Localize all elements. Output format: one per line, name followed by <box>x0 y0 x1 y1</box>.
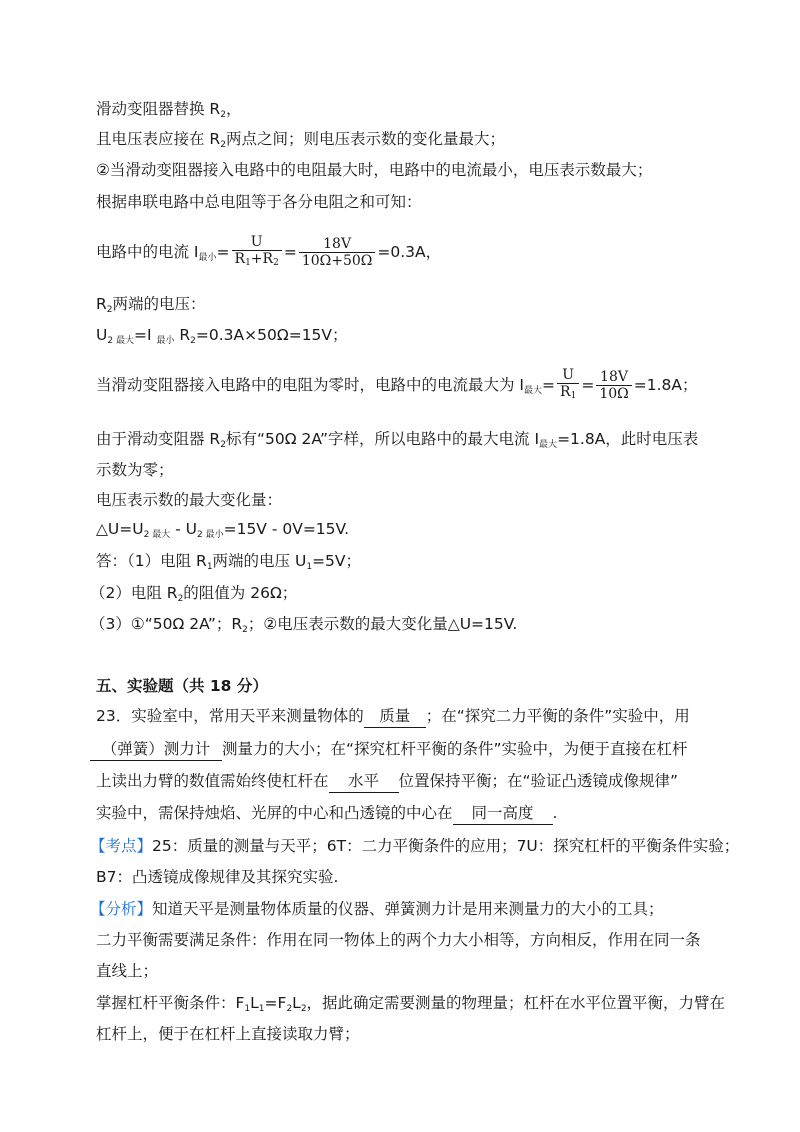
fraction-u-over-r-sum: $\frac{U}{R1+R2}$ <box>232 234 282 271</box>
line-11: 电压表示数的最大变化量： <box>96 491 283 509</box>
line-5-current-min-formula: 电路中的电流 I最小= $\frac{U}{R1+R2}$ = $\frac{18V}{10\Omega+50\Omega}$ =0.3A， <box>96 234 442 269</box>
answer-blank-spring-scale: （弹簧）测力计 <box>90 738 222 761</box>
fraction-u-over-r1: $\frac{U}{R1}$ <box>557 367 579 404</box>
answer-blank-mass: 质量 <box>364 705 426 728</box>
line-9: 由于滑动变阻器 $R_2$标有“50Ω 2A”字样，所以电路中的最大电流 I最大=1.8A，此时电压表 <box>96 430 699 450</box>
q23-line-1: 23．实验室中，常用天平来测量物体的 质量 ；在“探究二力平衡的条件”实验中，用 <box>96 705 690 728</box>
line-6: $R_2$两端的电压： <box>96 295 206 315</box>
fraction-18v-over-10ohm: $\frac{18V}{10\Omega}$ <box>596 369 631 402</box>
fenxi-line-1: 【分析】知道天平是测量物体质量的仪器、弹簧测力计是用来测量力的大小的工具； <box>90 900 664 918</box>
line-10: 示数为零； <box>96 461 174 479</box>
q23-line-4: 实验中，需保持烛焰、光屏的中心和凸透镜的中心在 同一高度 . <box>96 802 557 825</box>
answer-blank-same-height: 同一高度 <box>453 802 553 825</box>
answer-1: 答：（1）电阻 $R_1$两端的电压 $U_1=5V$； <box>96 552 362 572</box>
kaodian-line-2: B7：凸透镜成像规律及其探究实验. <box>96 868 339 886</box>
answer-2: （2）电阻 $R_2$的阻值为 26Ω； <box>90 584 298 604</box>
fenxi-line-4: 掌握杠杆平衡条件：$F_1L_1=F_2L_2$，据此确定需要测量的物理量；杠杆在水平位置平衡，力臂在 <box>96 994 726 1014</box>
answer-blank-horizontal: 水平 <box>329 770 399 793</box>
kaodian-label: 【考点】 <box>90 837 153 855</box>
fraction-18v-over-60ohm: $\frac{18V}{10\Omega+50\Omega}$ <box>299 236 376 269</box>
fenxi-label: 【分析】 <box>90 900 153 918</box>
line-8-current-max-formula: 当滑动变阻器接入电路中的电阻为零时，电路中的电流最大为 I最大= $\frac{U}{R1}$ = $\frac{18V}{10\Omega}$ =1.8A； <box>96 367 698 402</box>
line-2: 且电压表应接在 $R_2$两点之间；则电压表示数的变化量最大； <box>96 130 505 150</box>
line-12-delta-u: △U=U2 最大 - U2 最小=15V - 0V=15V. <box>96 520 350 540</box>
line-1: 滑动变阻器替换 $R_2$， <box>96 100 242 120</box>
q23-line-3: 上读出力臂的数值需始终使杠杆在 水平 位置保持平衡；在“验证凸透镜成像规律” <box>96 770 678 793</box>
fenxi-line-3: 直线上； <box>96 962 159 980</box>
line-4: 根据串联电路中总电阻等于各分电阻之和可知： <box>96 193 422 211</box>
line-3: ②当滑动变阻器接入电路中的电阻最大时，电路中的电流最小，电压表示数最大； <box>96 161 653 179</box>
fenxi-line-2: 二力平衡需要满足条件：作用在同一物体上的两个力大小相等，方向相反，作用在同一条 <box>96 931 701 949</box>
fenxi-line-5: 杠杆上，便于在杠杆上直接读取力臂； <box>96 1025 360 1043</box>
kaodian-line-1: 【考点】25：质量的测量与天平；6T：二力平衡条件的应用；7U：探究杠杆的平衡条件实验； <box>90 837 740 855</box>
answer-3: （3）①“50Ω 2A”；$R_2$；②电压表示数的最大变化量△U=15V. <box>90 615 518 635</box>
section-heading: 五、实验题（共 18 分） <box>96 677 268 695</box>
line-7-voltage-max: U2 最大=I 最小 $R_2=0.3A\times 50\Omega=15V$； <box>96 326 348 346</box>
q23-line-2: （弹簧）测力计 测量力的大小；在“探究杠杆平衡的条件”实验中，为便于直接在杠杆 <box>90 738 688 761</box>
